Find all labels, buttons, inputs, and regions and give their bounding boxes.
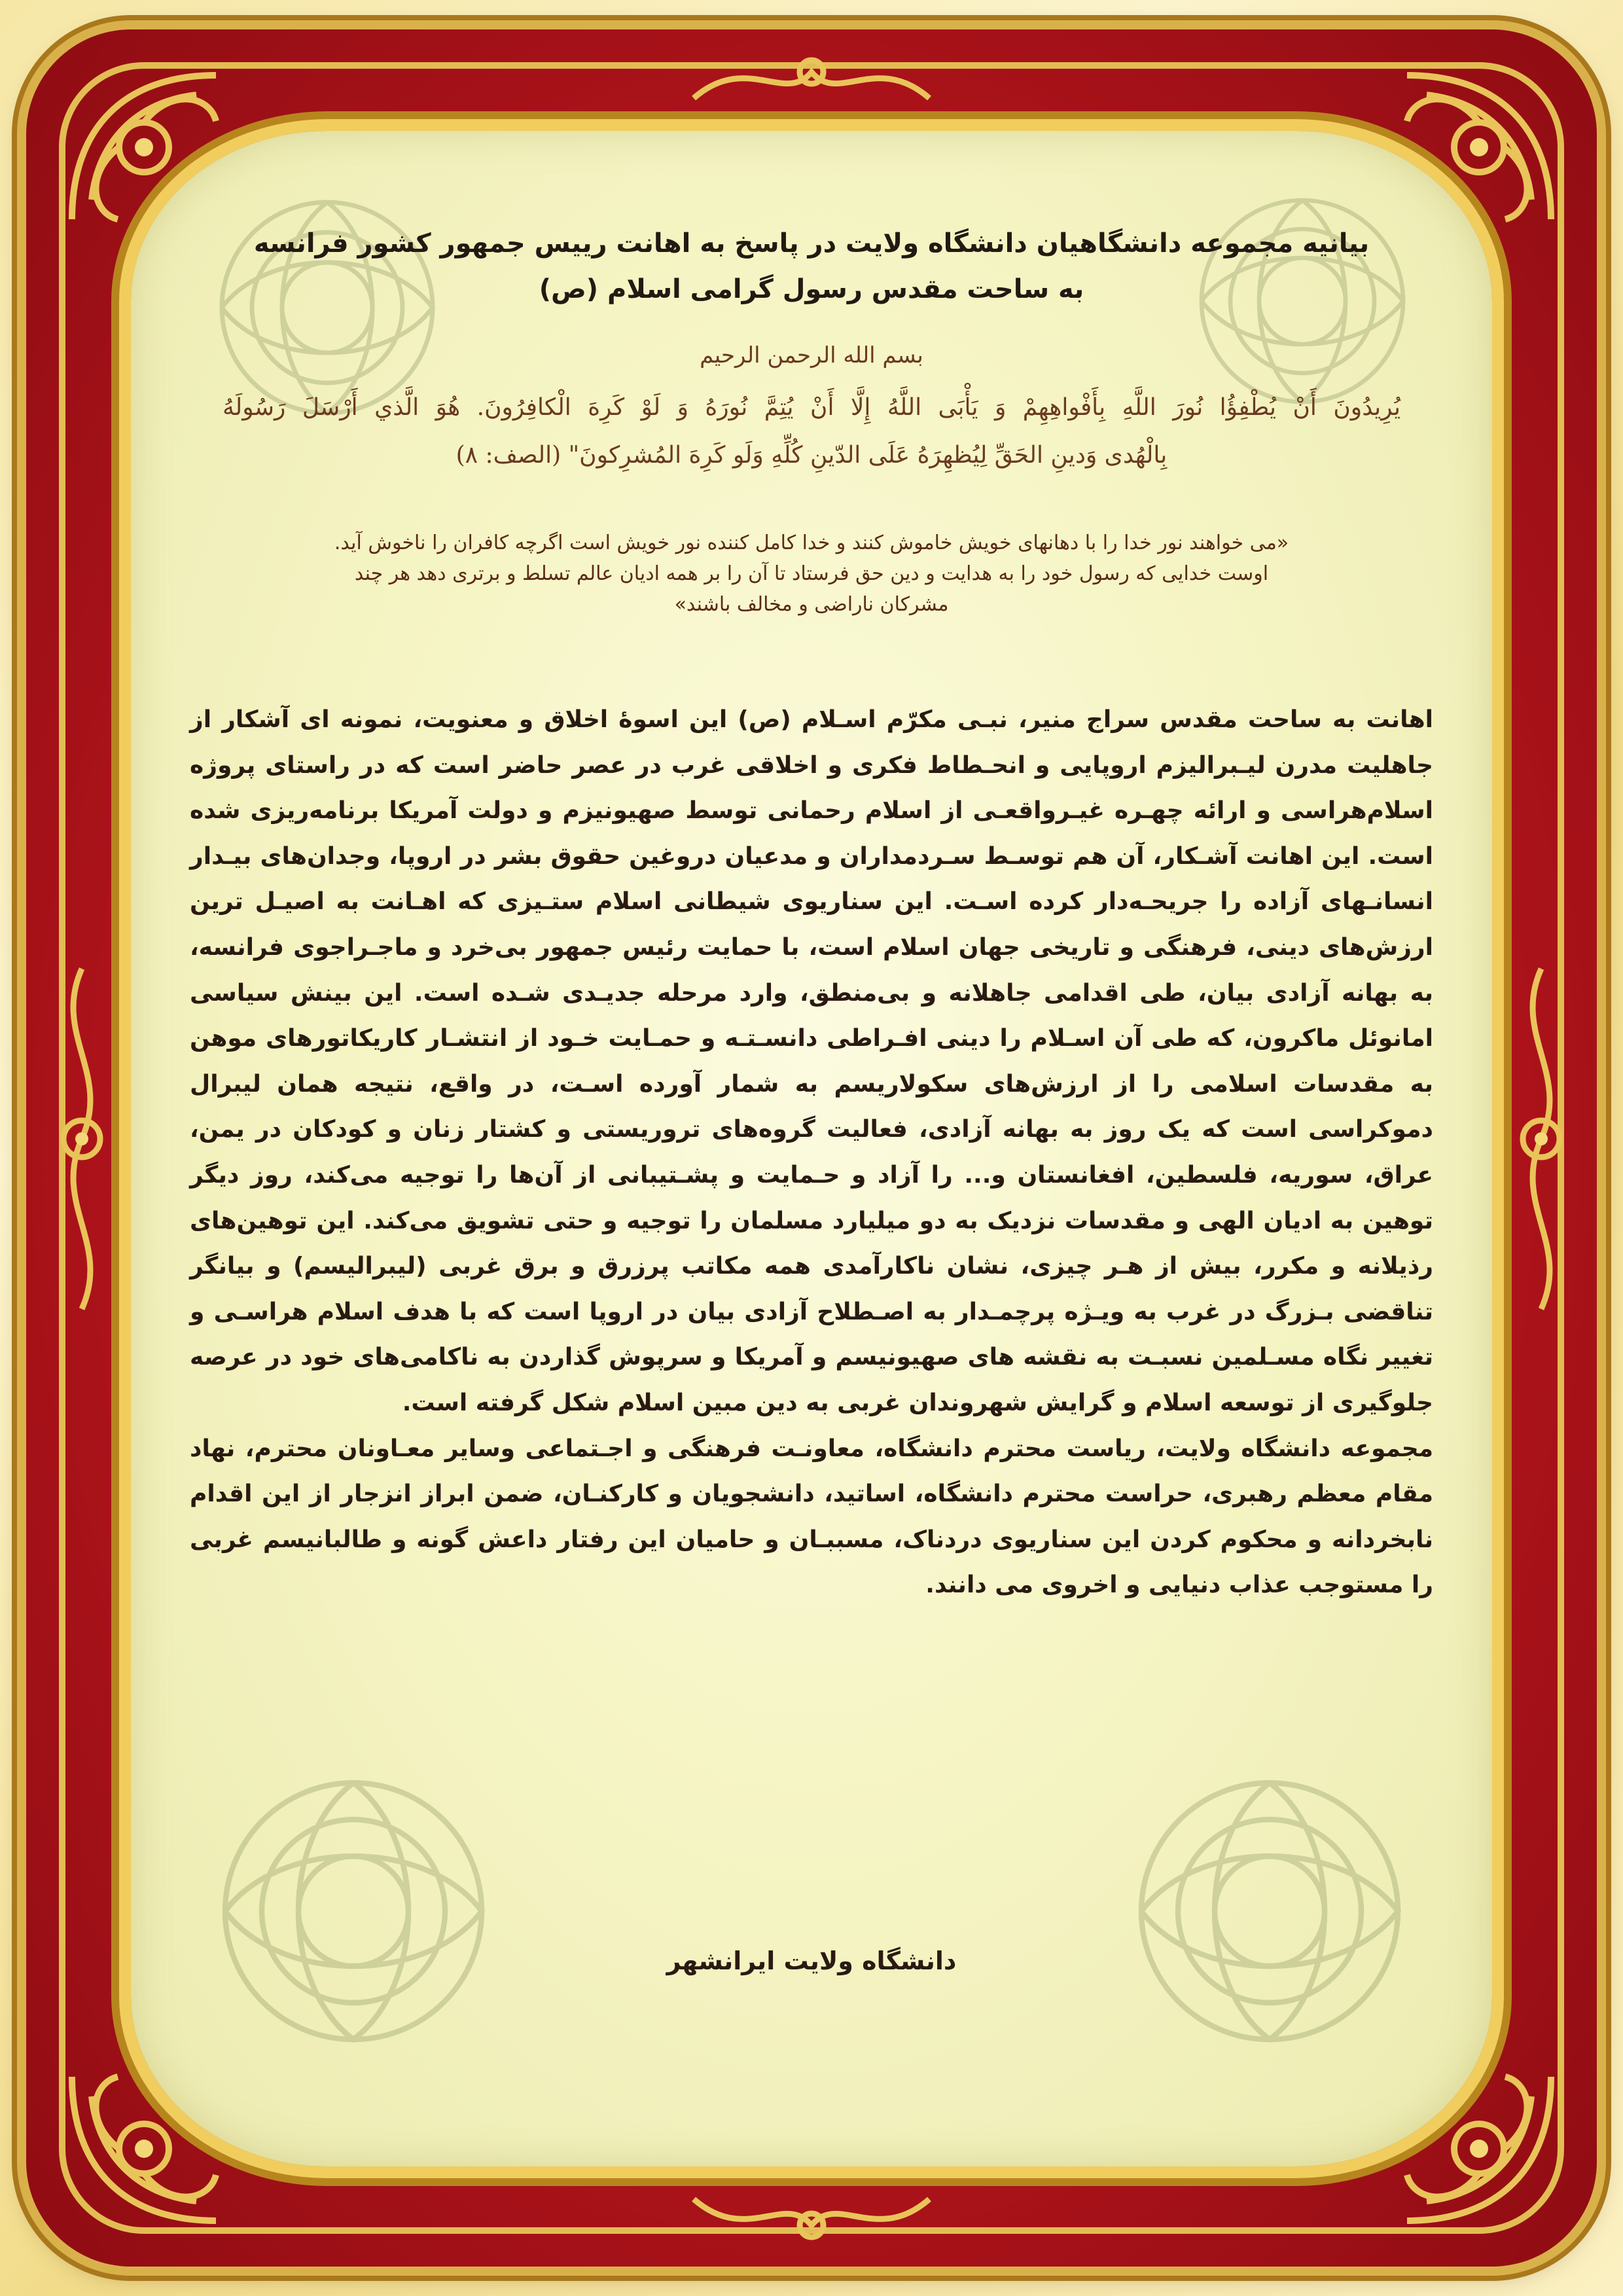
quran-verse-line-1: يُرِيدُونَ أَنْ يُطْفِؤُا نُورَ اللَّهِ بِأَفْواهِهِمْ وَ يَأْبَى اللَّهُ إِلَّا أَنْ يُتِمَّ نُورَهُ وَ لَوْ كَرِهَ الْكافِرُونَ. هُوَ الَّذي أَرْسَلَ رَسُولَهُ: [223, 394, 1400, 421]
verse-translation-line-1: «می خواهند نور خدا را با دهانهای خویش خاموش کنند و خدا کامل کننده نور خویش است اگرچه کافران را ناخوش آید.: [334, 531, 1289, 554]
statement-body: [190, 697, 1433, 1608]
statement-title-line-2: به ساحت مقدس رسول گرامی اسلام (ص): [539, 274, 1084, 304]
statement-title-line-1: بیانیه مجموعه دانشگاهیان دانشگاه ولایت در پاسخ به اهانت رییس جمهور کشور فرانسه: [253, 228, 1370, 259]
body-paragraph-1: اهانت به ساحت مقدس سراج منیر، نبـی مکرّم اسـلام (ص) این اسوۀ اخلاق و معنویت، نمونه ای آشکار از جاهلیت مدرن لیـبرالیزم اروپایی و انحـطاط فکری و اخلاقی غرب در عصر حاضر است که در راستای پروژه اسلام‌هراسی و ارائه چهـره غیـرواقعـی از اسلام رحمانی توسط صهیونیزم و دولت آمریکا برنامه‌ریزی شده است. این اهانت آشـکار، آن هم توسـط سـردمداران و مدعیان دروغین حقوق بشر در اروپا، وجدان‌های بیـدار انسانـهای آزاده را جریحـه‌دار کرده اسـت. این سناریوی شیطانی اسلام ستـیزی که اهـانت به اصیـل ترین ارزش‌های دینی، فرهنگی و تاریخی جهان اسلام است، با حمایت رئیس جمهور بی‌خرد و ماجـراجوی فرانسه، به بهانه آزادی بیان، طی اقدامی جاهلانه و بی‌منطق، وارد مرحله جدیـدی شـده است. این بینش سیاسی امانوئل ماکرون، که طی آن اسـلام را دینی افـراطی دانسـتـه و حمـایت خـود از انتشـار کاریکاتورهای موهن به مقدسات اسلامی را از ارزش‌های سکولاریسم به شمار آورده اسـت، در واقع، نتیجه همان لیبرال دموکراسی است که یک روز به بهانه آزادی، فعالیت گروه‌های تروریستی و کشتار زنان و کودکان در یمن، عراق، سوریه، فلسطین، افغانستان و... را آزاد و حـمایت و پشـتیبانی از آن‌ها را توجیه می‌کند، روز دیگر توهین به ادیان الهی و مقدسات نزدیک به دو میلیارد مسلمان را توجیه و حتی تشویق می‌کند. این توهین‌های رذیلانه و مکرر، بیش از هـر چیزی، نشان ناکارآمدی همه مکاتب پرزرق و برق غربی (لیبرالیسم) و بیانگر تناقضی بـزرگ در غرب به ویـژه پرچمـدار به اصـطلاح آزادی بیان در اروپا است که با هدف اسلام هراسـی و تغییر نگاه مسـلمین نسبـت به نقشه های صهیونیسم و آمریکا و سرپوش گذاردن به ناکامی‌های خود در عرصه جلوگیری از توسعه اسلام و گرایش شهروندان غربی به دین مبین اسلام شکل گرفته است.: [190, 706, 1433, 1416]
top-center-ornament: [681, 46, 942, 118]
quran-verse-line-2: بِالْهُدى وَدينِ الحَقِّ لِيُظهِرَهُ عَلَى الدّينِ كُلِّهِ وَلَو كَرِهَ المُشرِكونَ" (الصف: ٨): [455, 442, 1168, 469]
body-paragraph-2: مجموعه دانشگاه ولایت، ریاست محترم دانشگاه، معاونـت فرهنگی و اجـتماعی وسایر معـاونان محترم، نهاد مقام معظم رهبری، حراست محترم دانشگاه، اساتید، دانشجویان و کارکنـان، ضمن ابراز انزجار از این اقدام نابخردانه و محکوم کردن این سناریوی دردناک، مسببـان و حامیان این رفتار داعش گونه و طالبانیسم غربی را مستوجب عذاب دنیایی و اخروی می دانند.: [190, 1435, 1433, 1599]
statement-content: [131, 131, 1492, 2166]
signature: دانشگاه ولایت ایرانشهر: [666, 1946, 957, 1975]
basmala: بسم الله الرحمن الرحیم: [700, 342, 923, 368]
verse-translation-line-2: اوست خدایی که رسول خود را به هدایت و دین حق فرستاد تا آن را بر همه ادیان عالم تسلط و برتری دهد هر چند: [354, 562, 1269, 585]
bottom-center-ornament: [681, 2179, 942, 2251]
content-panel: [131, 131, 1492, 2166]
verse-translation-line-3: مشرکان ناراضی و مخالف باشند»: [674, 593, 949, 616]
side-ornament-left: [39, 956, 124, 1322]
side-ornament-right: [1499, 956, 1584, 1322]
